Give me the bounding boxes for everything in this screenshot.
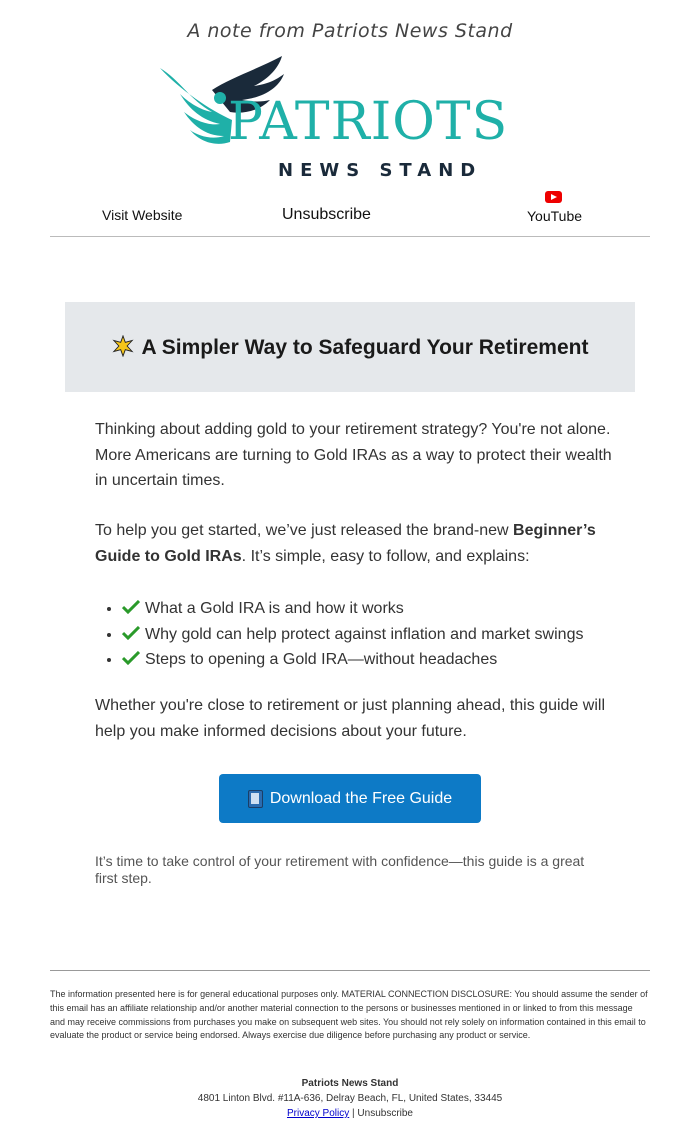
guide-paragraph (95, 518, 615, 569)
guide-text-pre: To help you get started, we’ve just released the brand-new (95, 522, 514, 539)
header-divider (50, 236, 650, 237)
list-item-text: Steps to opening a Gold IRA—without headaches (145, 651, 498, 668)
list-item (122, 622, 583, 648)
footer-divider (50, 970, 650, 971)
planning-paragraph: Whether you're close to retirement or just planning ahead, this guide will help you make informed decisions about your future. (95, 697, 605, 740)
brand-name: PATRIOTS (228, 92, 509, 152)
list-item (122, 647, 583, 673)
footer-address: 4801 Linton Blvd. #11A-636, Delray Beach, FL, United States, 33445 (197, 1093, 503, 1104)
check-mark-icon (122, 651, 140, 665)
header-unsubscribe-link[interactable]: Unsubscribe (282, 206, 371, 223)
youtube-link[interactable]: YouTube (527, 208, 583, 224)
footer-separator: | (352, 1108, 355, 1119)
benefits-list (95, 596, 583, 673)
check-mark-icon (122, 600, 140, 614)
star-burst-icon (112, 335, 134, 357)
brand-tagline: NEWS STAND (278, 160, 483, 181)
visit-website-link[interactable]: Visit Website (102, 207, 183, 223)
footer-company: Patriots News Stand (301, 1078, 399, 1089)
brand-logo[interactable] (150, 50, 550, 185)
list-item (122, 596, 583, 622)
list-item-text: What a Gold IRA is and how it works (145, 600, 404, 617)
download-guide-label: Download the Free Guide (269, 789, 453, 807)
intro-paragraph: Thinking about adding gold to your retirement strategy? You're not alone. More Americans are turning to Gold IRAs as a way to protect their wealth in uncertain times. (95, 421, 612, 489)
download-guide-button[interactable] (219, 774, 481, 823)
guide-text-post: . It’s simple, easy to follow, and explains: (241, 547, 530, 565)
guide-title-bold: Beginner’s Guide to Gold IRAs (95, 522, 596, 565)
list-item-text: Why gold can help protect against inflation and market swings (145, 625, 584, 643)
youtube-icon[interactable] (545, 191, 562, 203)
closing-text: It’s time to take control of your retirement with confidence—this guide is a great first step. (95, 853, 585, 886)
note-heading: A note from Patriots News Stand (187, 20, 513, 42)
check-mark-icon (122, 626, 140, 640)
banner-title-text: A Simpler Way to Safeguard Your Retirement (141, 336, 589, 359)
banner-title (0, 335, 700, 360)
footer-links (0, 1108, 700, 1119)
footer-unsubscribe-link[interactable]: Unsubscribe (357, 1108, 413, 1119)
book-icon (248, 790, 263, 808)
privacy-policy-link[interactable]: Privacy Policy (286, 1108, 350, 1119)
disclaimer-text: The information presented here is for general educational purposes only. MATERIAL CONNECTION DISCLOSURE: You should assume the sender of this email has an affiliate relationship and/or another material connection to the persons or businesses mentioned in or linked to from this message and may receive commissions from purchases you make on subsequent web sites. You should not rely solely on information contained in this email to evaluate the product or service being endorsed. Always exercise due diligence before purchasing any product or service. (50, 989, 648, 1041)
